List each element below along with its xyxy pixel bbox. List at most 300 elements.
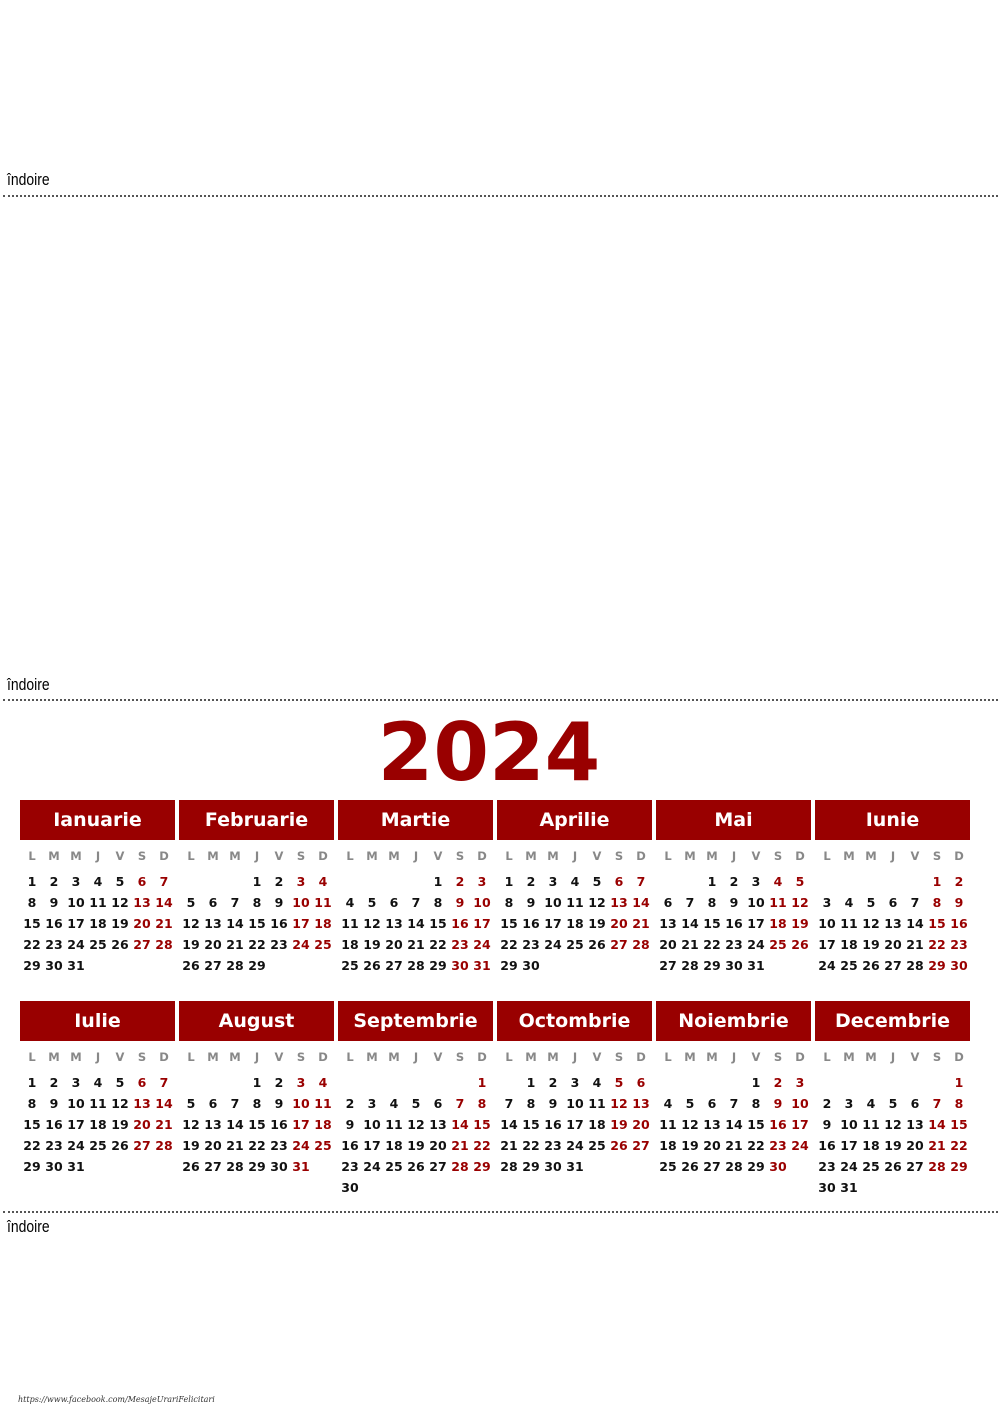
weekend-day: 16	[451, 916, 469, 931]
empty-cell	[723, 1072, 745, 1093]
day: 21	[725, 1138, 743, 1153]
day: 9	[729, 895, 739, 910]
day: 27	[385, 958, 403, 973]
day: 9	[49, 1096, 59, 1111]
empty-cell	[657, 871, 679, 892]
day: 6	[389, 895, 399, 910]
weekday-header: J	[95, 849, 101, 863]
month-noiembrie	[656, 1001, 811, 1201]
day: 2	[274, 1075, 284, 1090]
day: 8	[27, 1096, 37, 1111]
day: 3	[570, 1075, 580, 1090]
weekend-day: 24	[473, 937, 491, 952]
weekend-day: 23	[451, 937, 469, 952]
day: 18	[840, 937, 858, 952]
day: 24	[747, 937, 765, 952]
empty-cell	[882, 871, 904, 892]
fold-line-middle	[3, 699, 998, 701]
month-name: Iunie	[815, 800, 970, 840]
day: 13	[429, 1117, 447, 1132]
weekday-header: S	[773, 849, 783, 863]
month-aprilie	[497, 800, 652, 1000]
weekend-day: 9	[954, 895, 964, 910]
day: 5	[411, 1096, 421, 1111]
day: 19	[588, 916, 606, 931]
weekday-header: S	[455, 1050, 465, 1064]
weekend-day: 21	[155, 916, 173, 931]
weekday-header: M	[865, 1050, 877, 1064]
day: 22	[747, 1138, 765, 1153]
day: 14	[681, 916, 699, 931]
weekend-day: 14	[451, 1117, 469, 1132]
month-mai	[656, 800, 811, 1000]
weekend-day: 15	[928, 916, 946, 931]
weekend-day: 16	[769, 1117, 787, 1132]
weekend-day: 6	[137, 874, 147, 889]
day: 13	[884, 916, 902, 931]
day: 17	[566, 1117, 584, 1132]
day: 5	[115, 874, 125, 889]
day: 23	[270, 937, 288, 952]
month-iunie	[815, 800, 970, 1000]
weekend-day: 11	[314, 1096, 332, 1111]
day-grid	[21, 845, 175, 976]
weekday-header: V	[433, 1050, 443, 1064]
weekend-day: 22	[950, 1138, 968, 1153]
weekday-header: D	[159, 849, 169, 863]
month-name: Februarie	[179, 800, 334, 840]
day: 6	[208, 895, 218, 910]
weekend-day: 23	[950, 937, 968, 952]
month-name: Septembrie	[338, 1001, 493, 1041]
weekday-header: M	[229, 849, 241, 863]
weekday-header: L	[823, 1050, 831, 1064]
empty-cell	[202, 871, 224, 892]
day: 4	[570, 874, 580, 889]
day: 12	[182, 1117, 200, 1132]
day: 30	[725, 958, 743, 973]
empty-cell	[405, 871, 427, 892]
weekend-day: 28	[451, 1159, 469, 1174]
weekend-day: 4	[773, 874, 783, 889]
day: 9	[822, 1117, 832, 1132]
fold-line-bottom	[3, 1211, 998, 1213]
day: 4	[345, 895, 355, 910]
weekend-day: 30	[950, 958, 968, 973]
weekend-day: 28	[155, 1138, 173, 1153]
weekday-header: D	[636, 1050, 646, 1064]
weekend-day: 26	[610, 1138, 628, 1153]
weekend-day: 24	[791, 1138, 809, 1153]
day: 22	[429, 937, 447, 952]
weekday-header: V	[751, 1050, 761, 1064]
weekend-day: 9	[773, 1096, 783, 1111]
day: 4	[592, 1075, 602, 1090]
day: 13	[703, 1117, 721, 1132]
day: 5	[866, 895, 876, 910]
day: 31	[566, 1159, 584, 1174]
day: 22	[703, 937, 721, 952]
day: 28	[681, 958, 699, 973]
weekend-day: 17	[292, 1117, 310, 1132]
weekend-day: 29	[473, 1159, 491, 1174]
day: 21	[226, 937, 244, 952]
day: 28	[226, 958, 244, 973]
day: 4	[844, 895, 854, 910]
weekend-day: 23	[769, 1138, 787, 1153]
day: 16	[45, 1117, 63, 1132]
weekend-day: 10	[292, 1096, 310, 1111]
day: 11	[385, 1117, 403, 1132]
day: 25	[89, 937, 107, 952]
day: 25	[840, 958, 858, 973]
day: 1	[526, 1075, 536, 1090]
day: 31	[67, 958, 85, 973]
day: 16	[522, 916, 540, 931]
weekday-header: D	[318, 1050, 328, 1064]
day: 10	[747, 895, 765, 910]
weekday-header: M	[525, 849, 537, 863]
month-octombrie	[497, 1001, 652, 1201]
day-grid	[339, 1046, 493, 1198]
day: 1	[751, 1075, 761, 1090]
day: 27	[703, 1159, 721, 1174]
weekend-day: 28	[632, 937, 650, 952]
day: 16	[341, 1138, 359, 1153]
day: 7	[411, 895, 421, 910]
day: 25	[341, 958, 359, 973]
day: 25	[566, 937, 584, 952]
weekday-header: M	[207, 849, 219, 863]
day: 9	[526, 895, 536, 910]
weekend-day: 13	[610, 895, 628, 910]
weekday-header: J	[254, 1050, 260, 1064]
weekday-header: S	[137, 849, 147, 863]
day: 26	[588, 937, 606, 952]
weekend-day: 27	[610, 937, 628, 952]
day: 26	[681, 1159, 699, 1174]
weekday-header: V	[751, 849, 761, 863]
weekend-day: 17	[791, 1117, 809, 1132]
weekend-day: 1	[932, 874, 942, 889]
weekend-day: 12	[610, 1096, 628, 1111]
day: 2	[345, 1096, 355, 1111]
empty-cell	[860, 871, 882, 892]
weekday-header: S	[296, 1050, 306, 1064]
empty-cell	[498, 1072, 520, 1093]
day: 14	[725, 1117, 743, 1132]
day: 24	[67, 937, 85, 952]
day: 5	[685, 1096, 695, 1111]
weekend-day: 7	[455, 1096, 465, 1111]
weekend-day: 7	[159, 874, 169, 889]
month-februarie	[179, 800, 334, 1000]
empty-cell	[679, 1072, 701, 1093]
day: 19	[111, 1117, 129, 1132]
weekday-header: D	[954, 1050, 964, 1064]
day-grid	[816, 845, 970, 976]
weekday-header: D	[159, 1050, 169, 1064]
weekend-day: 3	[477, 874, 487, 889]
day: 14	[906, 916, 924, 931]
day: 9	[548, 1096, 558, 1111]
weekend-day: 1	[954, 1075, 964, 1090]
footer-url: https://www.facebook.com/MesajeUrariFelicitari	[18, 1395, 215, 1404]
empty-cell	[427, 1072, 449, 1093]
weekday-header: L	[505, 849, 513, 863]
day: 11	[659, 1117, 677, 1132]
day: 10	[566, 1096, 584, 1111]
month-name: Iulie	[20, 1001, 175, 1041]
weekday-header: L	[28, 849, 36, 863]
day: 17	[840, 1138, 858, 1153]
weekend-day: 3	[296, 874, 306, 889]
day: 25	[385, 1159, 403, 1174]
weekday-header: M	[388, 849, 400, 863]
day: 3	[822, 895, 832, 910]
day: 2	[822, 1096, 832, 1111]
day: 23	[270, 1138, 288, 1153]
day: 10	[67, 895, 85, 910]
weekend-day: 14	[632, 895, 650, 910]
day: 8	[707, 895, 717, 910]
weekday-header: M	[706, 1050, 718, 1064]
empty-cell	[904, 1072, 926, 1093]
day-grid	[180, 1046, 334, 1177]
weekend-day: 26	[791, 937, 809, 952]
day: 21	[407, 937, 425, 952]
weekend-day: 22	[928, 937, 946, 952]
day: 17	[363, 1138, 381, 1153]
day: 27	[906, 1159, 924, 1174]
weekend-day: 24	[292, 937, 310, 952]
weekday-header: D	[477, 1050, 487, 1064]
day: 28	[226, 1159, 244, 1174]
empty-cell	[838, 871, 860, 892]
weekend-day: 11	[769, 895, 787, 910]
weekend-day: 29	[950, 1159, 968, 1174]
day: 29	[248, 958, 266, 973]
weekday-header: M	[525, 1050, 537, 1064]
day: 14	[407, 916, 425, 931]
day: 3	[71, 874, 81, 889]
weekend-day: 5	[795, 874, 805, 889]
month-iulie	[20, 1001, 175, 1201]
weekend-day: 11	[314, 895, 332, 910]
day: 21	[906, 937, 924, 952]
empty-cell	[657, 1072, 679, 1093]
weekday-header: M	[48, 849, 60, 863]
day: 27	[659, 958, 677, 973]
day: 9	[49, 895, 59, 910]
day: 19	[363, 937, 381, 952]
month-ianuarie	[20, 800, 175, 1000]
day: 14	[500, 1117, 518, 1132]
day: 17	[67, 916, 85, 931]
weekday-header: V	[115, 1050, 125, 1064]
weekend-day: 21	[632, 916, 650, 931]
weekday-header: L	[823, 849, 831, 863]
fold-label-top: îndoire	[7, 170, 50, 189]
weekday-header: V	[592, 849, 602, 863]
weekday-header: S	[932, 1050, 942, 1064]
empty-cell	[816, 871, 838, 892]
day: 12	[681, 1117, 699, 1132]
weekend-day: 28	[155, 937, 173, 952]
month-name: Ianuarie	[20, 800, 175, 840]
day: 28	[725, 1159, 743, 1174]
empty-cell	[361, 1072, 383, 1093]
empty-cell	[224, 871, 246, 892]
day: 22	[23, 1138, 41, 1153]
day: 24	[818, 958, 836, 973]
day: 27	[429, 1159, 447, 1174]
day: 17	[544, 916, 562, 931]
weekend-day: 30	[451, 958, 469, 973]
weekday-header: M	[684, 1050, 696, 1064]
day: 8	[504, 895, 514, 910]
weekend-day: 20	[133, 1117, 151, 1132]
day: 19	[407, 1138, 425, 1153]
weekend-day: 5	[614, 1075, 624, 1090]
weekend-day: 13	[632, 1096, 650, 1111]
day: 30	[522, 958, 540, 973]
day: 5	[186, 895, 196, 910]
day: 9	[345, 1117, 355, 1132]
day: 15	[429, 916, 447, 931]
weekday-header: J	[254, 849, 260, 863]
day: 20	[703, 1138, 721, 1153]
month-name: Octombrie	[497, 1001, 652, 1041]
day: 6	[433, 1096, 443, 1111]
day: 13	[659, 916, 677, 931]
weekday-header: M	[843, 849, 855, 863]
day: 1	[252, 1075, 262, 1090]
day: 30	[270, 1159, 288, 1174]
fold-line-top	[3, 195, 998, 197]
day: 17	[818, 937, 836, 952]
weekday-header: V	[274, 1050, 284, 1064]
day: 8	[252, 1096, 262, 1111]
day: 8	[433, 895, 443, 910]
weekend-day: 2	[954, 874, 964, 889]
day: 26	[862, 958, 880, 973]
weekend-day: 19	[610, 1117, 628, 1132]
weekend-day: 27	[632, 1138, 650, 1153]
day: 9	[274, 895, 284, 910]
calendar-year: 2024	[377, 706, 601, 799]
day: 27	[884, 958, 902, 973]
day: 4	[663, 1096, 673, 1111]
day: 15	[703, 916, 721, 931]
day: 28	[407, 958, 425, 973]
day: 3	[367, 1096, 377, 1111]
weekend-day: 25	[314, 1138, 332, 1153]
weekday-header: V	[592, 1050, 602, 1064]
empty-cell	[361, 871, 383, 892]
day: 10	[363, 1117, 381, 1132]
empty-cell	[405, 1072, 427, 1093]
weekend-day: 31	[292, 1159, 310, 1174]
day: 8	[27, 895, 37, 910]
day: 19	[884, 1138, 902, 1153]
day-grid	[21, 1046, 175, 1177]
day: 11	[840, 916, 858, 931]
weekend-day: 4	[318, 874, 328, 889]
day: 16	[544, 1117, 562, 1132]
weekend-day: 4	[318, 1075, 328, 1090]
day: 30	[818, 1180, 836, 1195]
weekday-header: S	[455, 849, 465, 863]
day: 1	[27, 1075, 37, 1090]
day: 1	[27, 874, 37, 889]
weekday-header: V	[115, 849, 125, 863]
day: 11	[588, 1096, 606, 1111]
weekend-day: 25	[769, 937, 787, 952]
weekend-day: 7	[159, 1075, 169, 1090]
day: 29	[522, 1159, 540, 1174]
weekend-day: 6	[614, 874, 624, 889]
weekday-header: J	[95, 1050, 101, 1064]
day: 26	[111, 937, 129, 952]
weekday-header: D	[795, 849, 805, 863]
month-name: Mai	[656, 800, 811, 840]
weekday-header: J	[413, 849, 419, 863]
day: 25	[659, 1159, 677, 1174]
weekend-day: 18	[769, 916, 787, 931]
day: 1	[252, 874, 262, 889]
day: 14	[226, 916, 244, 931]
day: 6	[707, 1096, 717, 1111]
day: 26	[182, 1159, 200, 1174]
weekday-header: L	[346, 1050, 354, 1064]
day: 21	[681, 937, 699, 952]
day: 15	[248, 916, 266, 931]
day: 24	[566, 1138, 584, 1153]
weekend-day: 29	[928, 958, 946, 973]
day: 24	[363, 1159, 381, 1174]
weekend-day: 21	[451, 1138, 469, 1153]
day: 11	[89, 895, 107, 910]
weekday-header: L	[28, 1050, 36, 1064]
weekend-day: 20	[632, 1117, 650, 1132]
day: 10	[544, 895, 562, 910]
weekend-day: 18	[314, 916, 332, 931]
day-grid	[498, 845, 652, 976]
weekday-header: J	[572, 1050, 578, 1064]
day: 16	[45, 916, 63, 931]
empty-cell	[383, 1072, 405, 1093]
weekend-day: 30	[769, 1159, 787, 1174]
day: 13	[204, 916, 222, 931]
weekday-header: S	[932, 849, 942, 863]
day: 18	[588, 1117, 606, 1132]
weekday-header: M	[865, 849, 877, 863]
day: 29	[500, 958, 518, 973]
day: 6	[910, 1096, 920, 1111]
day: 9	[274, 1096, 284, 1111]
day: 23	[725, 937, 743, 952]
day: 20	[429, 1138, 447, 1153]
day: 31	[67, 1159, 85, 1174]
weekday-header: M	[366, 1050, 378, 1064]
day: 19	[182, 1138, 200, 1153]
day: 4	[866, 1096, 876, 1111]
day: 25	[862, 1159, 880, 1174]
day: 11	[862, 1117, 880, 1132]
day: 3	[71, 1075, 81, 1090]
weekend-day: 27	[133, 1138, 151, 1153]
